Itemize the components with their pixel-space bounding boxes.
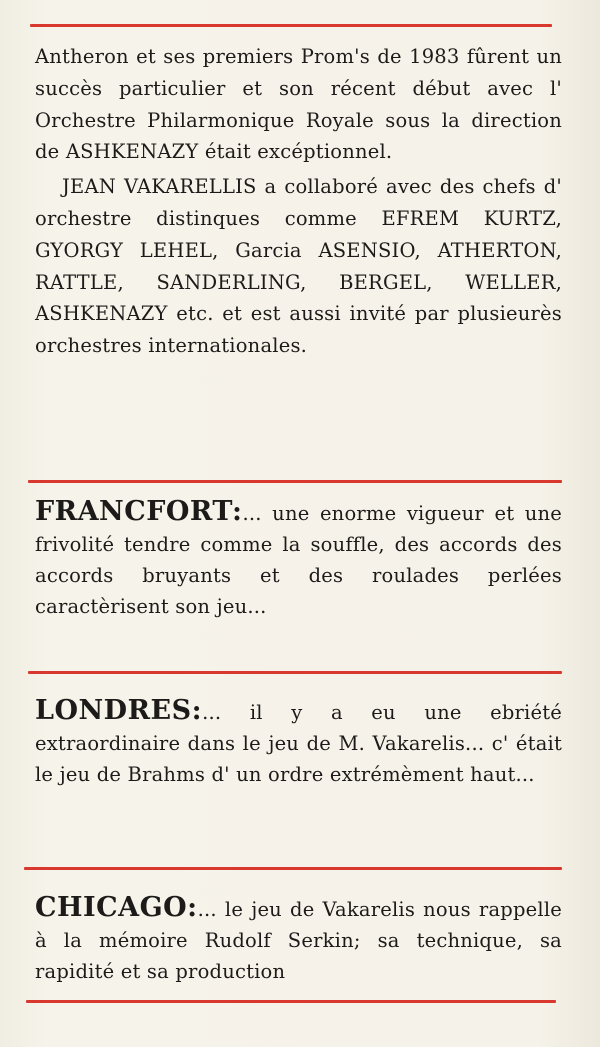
intro-section (35, 41, 562, 362)
review-city-francfort: FRANCFORT: (35, 496, 243, 527)
bottom-divider (26, 1000, 556, 1003)
top-divider (30, 24, 552, 27)
intro-paragraph-2: JEAN VAKARELLIS a collaboré avec des chefs d' orchestre distinques comme EFREM KURTZ, GYORGY LEHEL, Garcia ASENSIO, ATHERTON, RATTLE, SANDERLING, BERGEL, WELLER, ASHKENAZY etc. et est aussi invité par plusieurès orchestres internationales. (35, 175, 562, 358)
review-city-londres: LONDRES: (35, 695, 203, 726)
divider-chicago (24, 867, 562, 870)
intro-paragraph-1: Antheron et ses premiers Prom's de 1983 fûrent un succès particulier et son récent début avec l' Orchestre Philarmonique Royale sous la direction de ASHKENAZY était excéptionnel. (35, 45, 562, 164)
review-francfort (35, 496, 562, 622)
divider-francfort (28, 480, 562, 483)
review-text-chicago: ... le jeu de Vakarelis nous rappelle à la mémoire Rudolf Serkin; sa technique, sa rapidité et sa production (35, 898, 562, 983)
review-text-francfort: ... une enorme vigueur et une frivolité tendre comme la souffle, des accords des accords bruyants et des roulades perlées caractèrisent son jeu... (35, 502, 562, 618)
review-city-chicago: CHICAGO: (35, 892, 198, 923)
review-chicago (35, 892, 562, 987)
review-text-londres: ... il y a eu une ebriété extraordinaire dans le jeu de M. Vakarelis... c' était le jeu de Brahms d' un ordre extrémèment haut... (35, 701, 562, 786)
divider-londres (28, 671, 562, 674)
review-londres (35, 695, 562, 790)
